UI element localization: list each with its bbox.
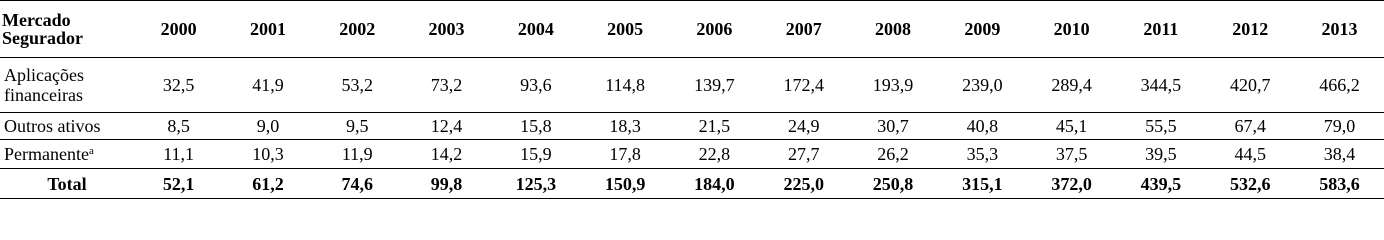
table-cell: 74,6 <box>341 173 373 194</box>
table-cell: 18,3 <box>609 116 641 136</box>
table-cell: 150,9 <box>604 173 646 194</box>
footnote-marker: a <box>88 145 94 157</box>
table-cell: 139,7 <box>694 75 735 95</box>
header-label-line1: Mercado <box>2 10 71 30</box>
table-cell: 125,3 <box>515 173 557 194</box>
table-cell: 38,4 <box>1323 144 1356 164</box>
table-cell: 9,0 <box>256 116 280 136</box>
header-year: 2001 <box>249 19 286 39</box>
table-cell: 39,5 <box>1145 144 1177 164</box>
table-cell: 172,4 <box>783 75 824 95</box>
table-cell: 37,5 <box>1055 144 1088 164</box>
header-row-label <box>0 1 134 58</box>
table-cell: 73,2 <box>430 75 463 95</box>
row-label-line1: Aplicações <box>4 65 84 85</box>
header-year: 2007 <box>785 19 822 39</box>
row-label <box>0 58 134 113</box>
table-cell: 30,7 <box>877 116 909 136</box>
header-year: 2010 <box>1053 19 1090 39</box>
header-year: 2008 <box>875 19 912 39</box>
table-cell: 52,1 <box>162 173 195 194</box>
header-label-line2: Segurador <box>2 28 83 48</box>
table-cell: 193,9 <box>872 75 914 95</box>
header-year: 2012 <box>1232 19 1269 39</box>
table-cell: 10,3 <box>252 144 284 164</box>
header-year: 2000 <box>160 19 197 39</box>
table-cell: 8,5 <box>167 116 190 136</box>
header-year: 2011 <box>1143 19 1179 39</box>
table-cell: 55,5 <box>1145 116 1177 136</box>
row-label-line2: financeiras <box>4 85 83 105</box>
table-cell: 21,5 <box>698 116 731 136</box>
row-label-text: Permanente <box>4 144 89 164</box>
header-year: 2013 <box>1321 19 1358 39</box>
table-cell: 532,6 <box>1229 173 1271 194</box>
table-cell: 250,8 <box>872 173 914 194</box>
table-cell: 225,0 <box>783 173 824 194</box>
header-year: 2003 <box>428 19 465 39</box>
table-cell: 184,0 <box>694 173 735 194</box>
header-year: 2005 <box>607 19 644 39</box>
table-cell: 99,8 <box>430 173 463 194</box>
table-cell: 67,4 <box>1234 116 1266 136</box>
table-row-aplicacoes-financeiras <box>0 58 1384 113</box>
table-cell: 344,5 <box>1140 75 1182 95</box>
header-row <box>0 1 1384 58</box>
table-cell: 15,9 <box>520 144 552 164</box>
table-cell: 439,5 <box>1140 173 1182 194</box>
row-label: Outros ativos <box>4 116 101 136</box>
table-cell: 22,8 <box>698 144 731 164</box>
table-cell: 289,4 <box>1051 75 1092 95</box>
table-cell: 27,7 <box>787 144 820 164</box>
table-cell: 239,0 <box>962 75 1003 95</box>
header-year: 2009 <box>964 19 1001 39</box>
row-label <box>0 140 134 169</box>
table-cell: 9,5 <box>345 116 369 136</box>
table-cell: 79,0 <box>1323 116 1356 136</box>
table-cell: 372,0 <box>1051 173 1092 194</box>
table-cell: 32,5 <box>162 75 195 95</box>
table-cell: 44,5 <box>1234 144 1266 164</box>
table-cell: 26,2 <box>877 144 909 164</box>
table-cell: 114,8 <box>605 75 646 95</box>
table-cell: 53,2 <box>341 75 373 95</box>
table-cell: 420,7 <box>1229 75 1271 95</box>
table-cell: 12,4 <box>430 116 463 136</box>
table-cell: 93,6 <box>520 75 552 95</box>
table-cell: 61,2 <box>252 173 284 194</box>
header-year: 2006 <box>696 19 733 39</box>
table-cell: 11,1 <box>163 144 195 164</box>
row-label: Total <box>47 173 87 194</box>
table-cell: 41,9 <box>252 75 284 95</box>
table-cell: 466,2 <box>1319 75 1360 95</box>
table-row-total <box>0 169 1384 199</box>
table-cell: 35,3 <box>966 144 999 164</box>
table-cell: 11,9 <box>341 144 373 164</box>
header-year: 2002 <box>339 19 376 39</box>
table-row-outros-ativos <box>0 113 1384 140</box>
table-cell: 17,8 <box>609 144 641 164</box>
table-cell: 315,1 <box>962 173 1003 194</box>
table-cell: 583,6 <box>1319 173 1360 194</box>
table-row-permanente <box>0 140 1384 169</box>
table-cell: 45,1 <box>1055 116 1088 136</box>
header-year: 2004 <box>517 19 554 39</box>
table-cell: 24,9 <box>787 116 820 136</box>
table-cell: 15,8 <box>520 116 552 136</box>
table-cell: 14,2 <box>430 144 463 164</box>
table-cell: 40,8 <box>966 116 999 136</box>
